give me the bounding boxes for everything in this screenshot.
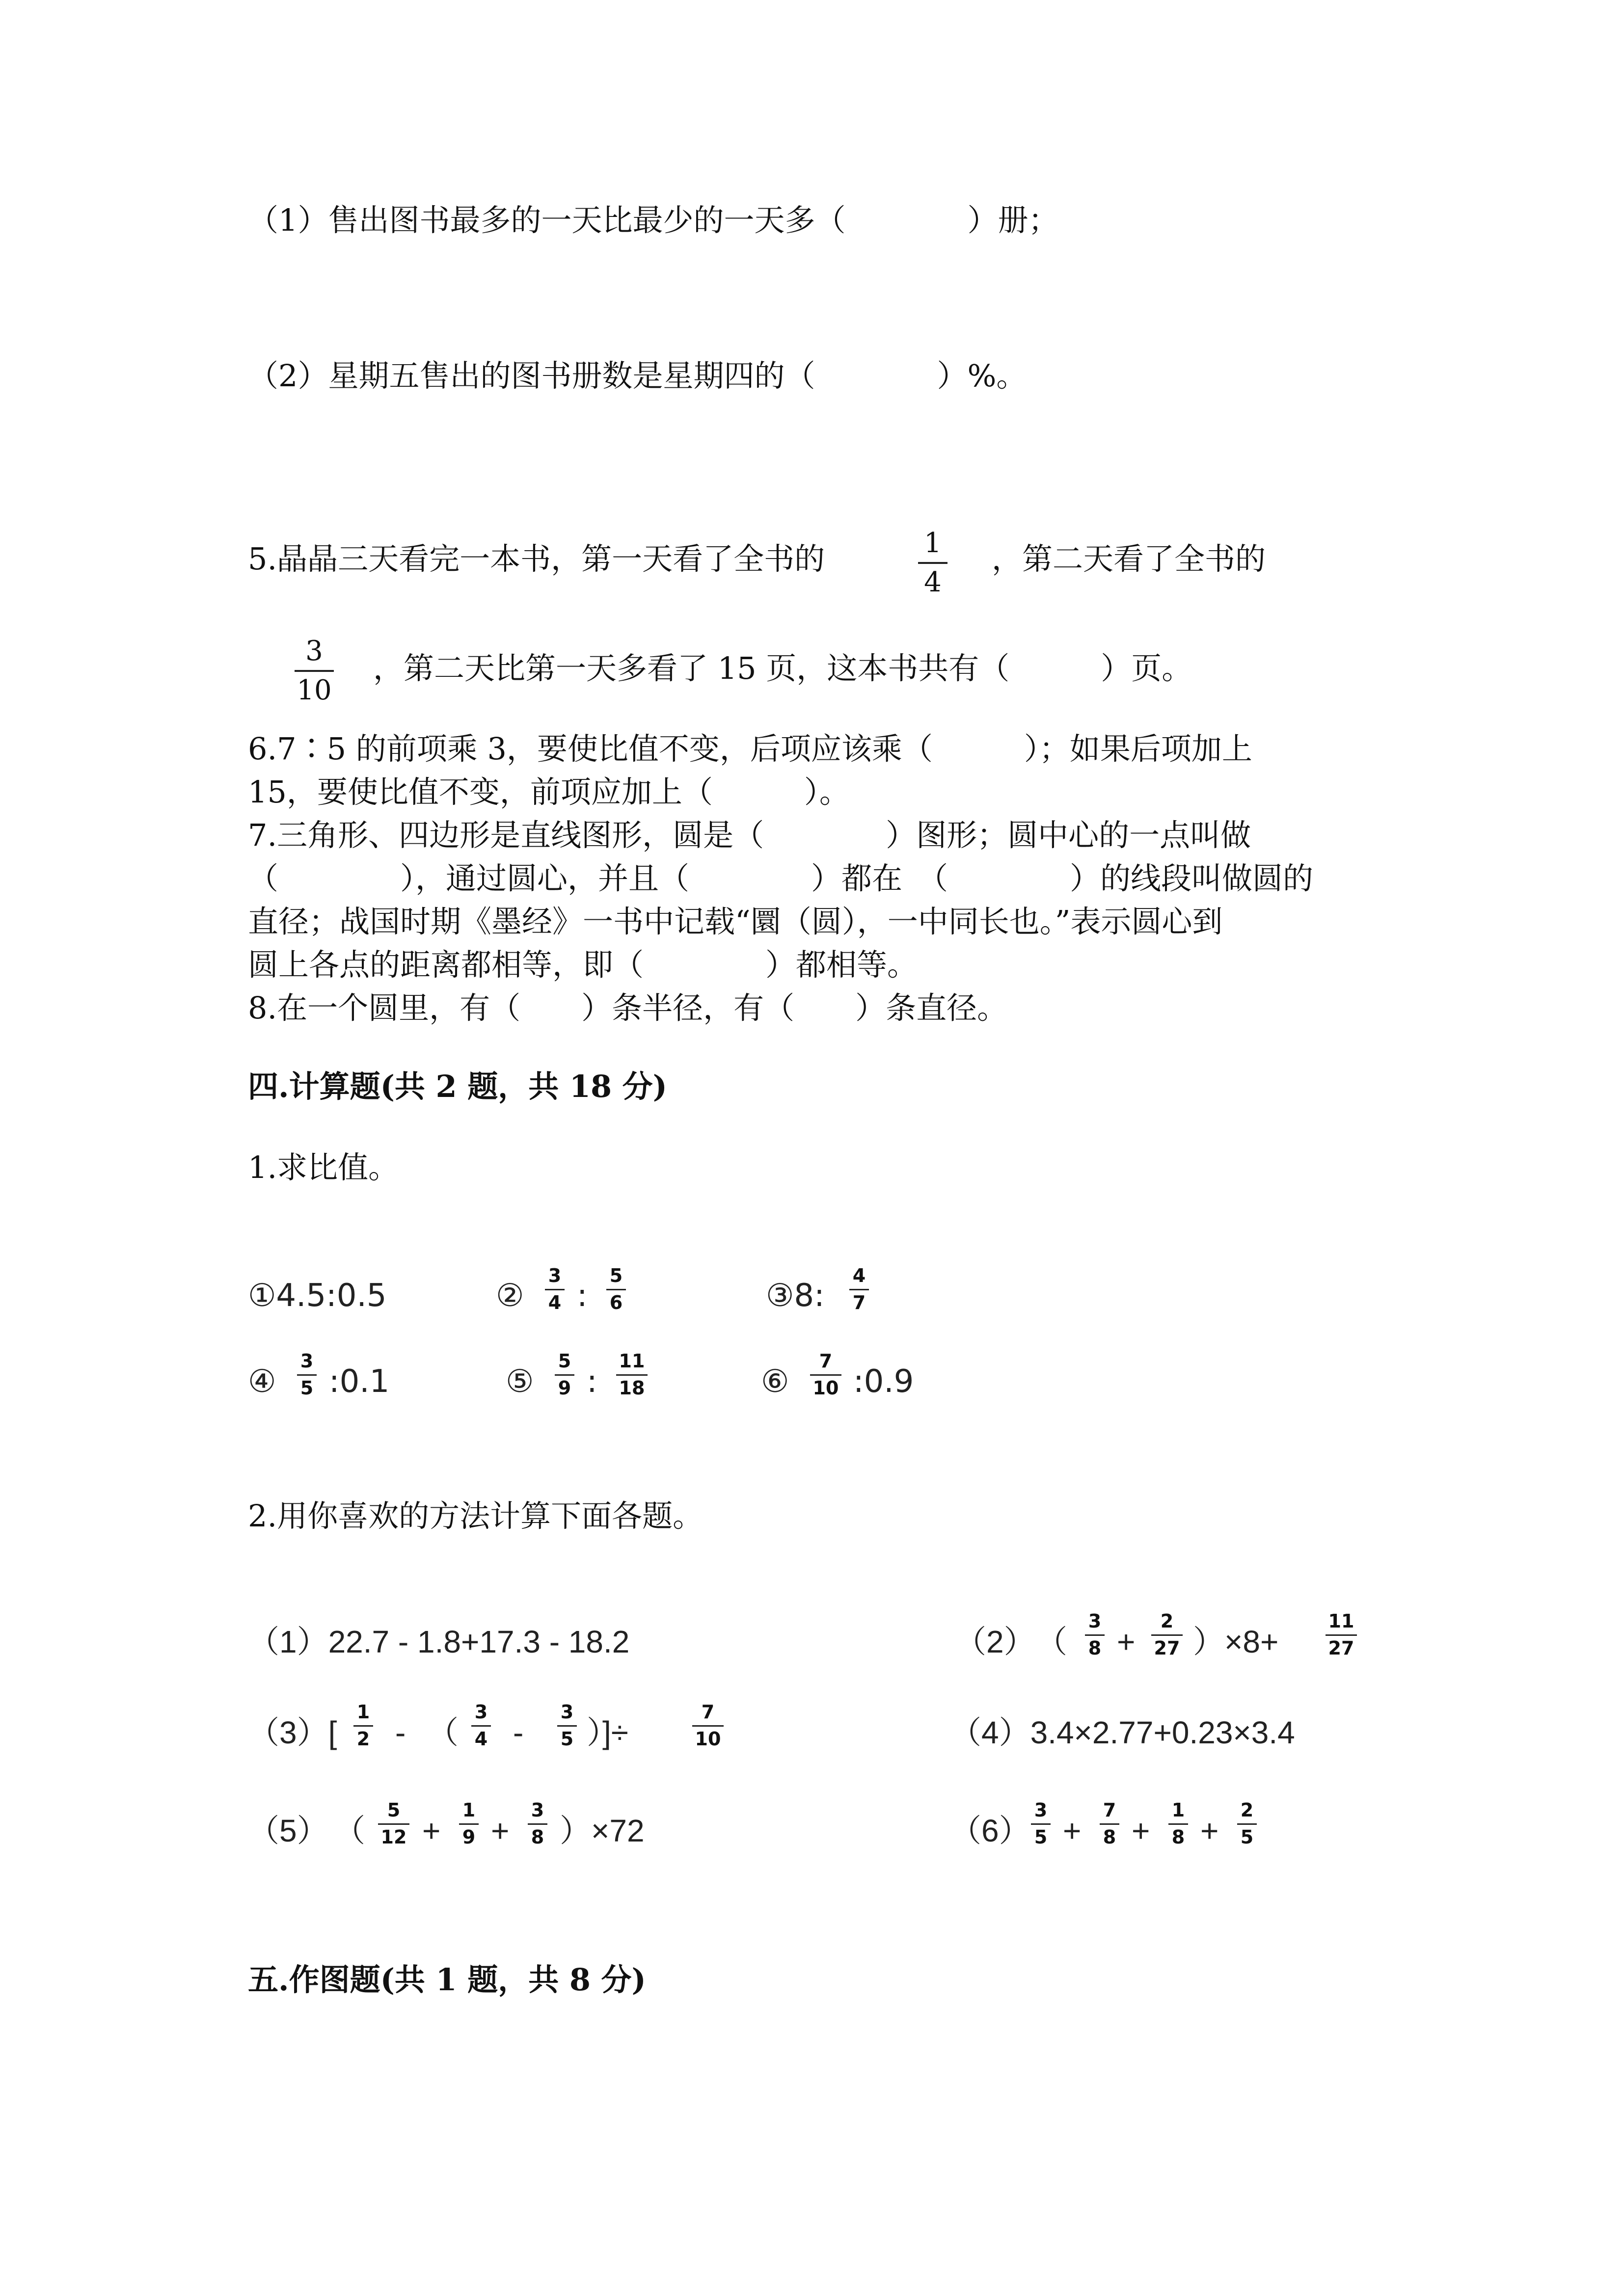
ratio-3-fraction: 4 7 bbox=[849, 1265, 869, 1313]
q6-line-2: 15，要使比值不变，前项应加上（ ）。 bbox=[248, 774, 850, 810]
ratio-2-colon: : bbox=[577, 1278, 588, 1314]
calc-2-close: ）×8+ bbox=[1193, 1624, 1279, 1659]
q8-line: 8.在一个圆里，有（ ）条半径，有（ ）条直径。 bbox=[248, 990, 1008, 1026]
q4-part2: （2）星期五售出的图书册数是星期四的（ ）%。 bbox=[248, 358, 1027, 394]
calc-6-plus-1: + bbox=[1063, 1813, 1082, 1848]
ratio-4-tail: :0.1 bbox=[329, 1363, 390, 1400]
calc-5-fraction-2: 1 9 bbox=[459, 1800, 479, 1848]
q4-part1: （1）售出图书最多的一天比最少的一天多（ ）册； bbox=[248, 202, 1059, 238]
q6-line-1: 6.7∶5 的前项乘 3，要使比值不变，后项应该乘（ ）；如果后项加上 bbox=[248, 731, 1252, 767]
calc-6-fraction-1: 3 5 bbox=[1031, 1800, 1051, 1848]
ratio-5-label: ⑤ bbox=[506, 1363, 534, 1400]
calc-2-open: （ bbox=[1036, 1624, 1067, 1659]
ratio-2-label: ② bbox=[496, 1278, 524, 1314]
calc-5-plus-1: + bbox=[422, 1813, 441, 1848]
calc-3-close: ）]÷ bbox=[587, 1715, 628, 1750]
ratio-5-fraction-1: 5 9 bbox=[555, 1351, 574, 1399]
calc-5-open: （ bbox=[334, 1813, 365, 1848]
q7-line-2: （ ），通过圆心，并且（ ）都在 （ ）的线段叫做圆的 bbox=[248, 860, 1314, 896]
section5-title: 五.作图题(共 1 题，共 8 分) bbox=[248, 1962, 646, 1998]
calc-3-fraction-1: 1 2 bbox=[353, 1702, 373, 1750]
calc-5-label: （5） bbox=[248, 1813, 328, 1848]
ratio-1: ①4.5:0.5 bbox=[248, 1278, 387, 1314]
section4-q2-title: 2.用你喜欢的方法计算下面各题。 bbox=[248, 1498, 704, 1534]
calc-3-fraction-4: 7 10 bbox=[692, 1702, 724, 1750]
ratio-6-tail: :0.9 bbox=[853, 1363, 914, 1400]
calc-2-fraction-2: 2 27 bbox=[1151, 1611, 1183, 1659]
calc-6-fraction-4: 2 5 bbox=[1237, 1800, 1257, 1848]
calc-3-label: （3）[ bbox=[248, 1715, 337, 1750]
calc-6-label: （6） bbox=[950, 1813, 1030, 1848]
calc-4: （4）3.4×2.77+0.23×3.4 bbox=[950, 1715, 1295, 1750]
calc-5-fraction-3: 3 8 bbox=[528, 1800, 547, 1848]
q7-line-1: 7.三角形、四边形是直线图形，圆是（ ）图形；圆中心的一点叫做 bbox=[248, 817, 1251, 853]
q5-text-c: ，第二天比第一天多看了 15 页，这本书共有（ ）页。 bbox=[373, 650, 1192, 686]
calc-6-fraction-3: 1 8 bbox=[1168, 1800, 1188, 1848]
ratio-5-fraction-2: 11 18 bbox=[616, 1351, 648, 1399]
ratio-6-fraction: 7 10 bbox=[810, 1351, 841, 1399]
calc-5-close: ）×72 bbox=[560, 1813, 645, 1848]
q7-line-3: 直径；战国时期《墨经》一书中记载“圜（圆），一中同长也。”表示圆心到 bbox=[248, 904, 1223, 939]
calc-3-minus-1: - bbox=[395, 1715, 406, 1750]
ratio-4-label: ④ bbox=[248, 1363, 276, 1400]
q5-text-a: 5.晶晶三天看完一本书，第一天看了全书的 bbox=[248, 541, 825, 577]
ratio-6-label: ⑥ bbox=[761, 1363, 789, 1400]
ratio-4-fraction: 3 5 bbox=[297, 1351, 317, 1399]
q7-line-4: 圆上各点的距离都相等，即（ ）都相等。 bbox=[248, 947, 918, 983]
ratio-2-fraction-2: 5 6 bbox=[606, 1265, 626, 1313]
section4-title: 四.计算题(共 2 题，共 18 分) bbox=[248, 1068, 668, 1104]
calc-6-plus-3: + bbox=[1200, 1813, 1219, 1848]
calc-5-plus-2: + bbox=[491, 1813, 510, 1848]
calc-2-fraction-3: 11 27 bbox=[1326, 1611, 1357, 1659]
calc-3-fraction-2: 3 4 bbox=[471, 1702, 491, 1750]
calc-2-plus: + bbox=[1117, 1624, 1136, 1659]
ratio-5-colon: : bbox=[587, 1363, 597, 1400]
calc-3-minus-2: - bbox=[513, 1715, 524, 1750]
ratio-3-label: ③8: bbox=[766, 1278, 825, 1314]
q5-fraction-2: 3 10 bbox=[295, 636, 334, 707]
calc-6-plus-2: + bbox=[1132, 1813, 1150, 1848]
q5-fraction-1: 1 4 bbox=[918, 528, 947, 599]
q5-text-b: ，第二天看了全书的 bbox=[992, 541, 1266, 577]
calc-2-fraction-1: 3 8 bbox=[1085, 1611, 1105, 1659]
calc-6-fraction-2: 7 8 bbox=[1100, 1800, 1119, 1848]
calc-2-label: （2） bbox=[955, 1624, 1035, 1659]
calc-5-fraction-1: 5 12 bbox=[378, 1800, 409, 1848]
calc-3-fraction-3: 3 5 bbox=[557, 1702, 577, 1750]
section4-q1-title: 1.求比值。 bbox=[248, 1149, 399, 1185]
ratio-2-fraction-1: 3 4 bbox=[545, 1265, 565, 1313]
calc-3-open: （ bbox=[427, 1715, 459, 1750]
calc-1: （1）22.7 - 1.8+17.3 - 18.2 bbox=[248, 1624, 630, 1659]
